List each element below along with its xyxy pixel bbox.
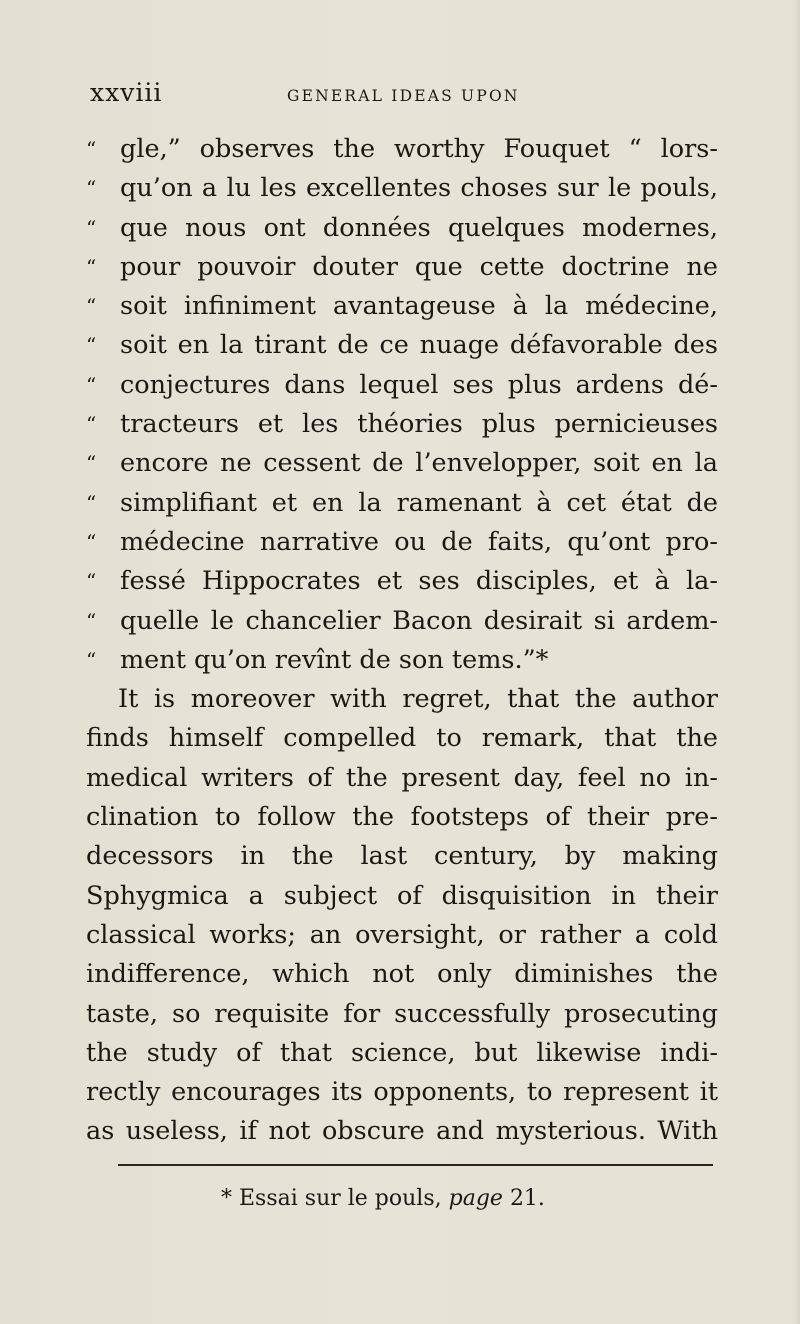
footnote-marker: * xyxy=(221,1186,232,1211)
quote-mark: “ xyxy=(86,569,97,594)
footnote-rule xyxy=(118,1164,713,1166)
paragraph-line: medical writers of the present day, feel no in- xyxy=(86,762,718,793)
quote-mark: “ xyxy=(86,294,97,319)
paragraph-line: It is moreover with regret, that the author xyxy=(118,684,718,715)
quote-mark: “ xyxy=(86,333,97,358)
quote-line: “ médecine narrative ou de faits, qu’ont pro- xyxy=(86,523,718,562)
quote-mark: “ xyxy=(86,451,97,476)
paragraph xyxy=(86,680,718,1152)
paragraph-line: clination to follow the footsteps of their pre- xyxy=(86,802,718,833)
quote-line: “ gle,” observes the worthy Fouquet “ lors- xyxy=(86,130,718,169)
quote-line: “ soit infiniment avantageuse à la médecine, xyxy=(86,287,718,326)
paragraph-line: finds himself compelled to remark, that the xyxy=(86,723,718,754)
paragraph-line: Sphygmica a subject of disquisition in their xyxy=(86,880,718,911)
paragraph-line: rectly encourages its opponents, to represent it xyxy=(86,1077,718,1108)
quote-line: “ quelle le chancelier Bacon desirait si ardem- xyxy=(86,602,718,641)
quote-mark: “ xyxy=(86,647,97,672)
paragraph-line: indifference, which not only diminishes the xyxy=(86,959,718,990)
quote-line: “ tracteurs et les théories plus pernicieuses xyxy=(86,405,718,444)
quote-line: “ pour pouvoir douter que cette doctrine ne xyxy=(86,248,718,287)
quote-line: “ conjectures dans lequel ses plus ardens dé- xyxy=(86,366,718,405)
quote-mark: “ xyxy=(86,254,97,279)
paragraph-line: the study of that science, but likewise indi- xyxy=(86,1037,718,1068)
quote-line: “ que nous ont données quelques modernes, xyxy=(86,209,718,248)
quote-mark: “ xyxy=(86,490,97,515)
footnote-text: Essai sur le pouls, xyxy=(239,1186,442,1211)
page-number: xxviii xyxy=(90,78,163,107)
paragraph-line: taste, so requisite for successfully prosecuting xyxy=(86,998,718,1029)
quote-mark: “ xyxy=(86,137,97,161)
paragraph-line: decessors in the last century, by making xyxy=(86,841,718,872)
footnote xyxy=(221,1186,545,1211)
quote-mark: “ xyxy=(86,412,97,437)
quote-mark: “ xyxy=(86,176,97,201)
footnote-page-label: page xyxy=(448,1186,503,1211)
quote-mark: “ xyxy=(86,215,97,240)
quote-line: “ soit en la tirant de ce nuage défavorable des xyxy=(86,326,718,365)
quote-mark: “ xyxy=(86,372,97,397)
paragraph-line: classical works; an oversight, or rather a cold xyxy=(86,919,718,950)
running-head: GENERAL IDEAS UPON xyxy=(287,87,520,105)
quote-mark: “ xyxy=(86,529,97,554)
quote-line: “ ment qu’on revînt de son tems.”* xyxy=(86,641,718,680)
page-edge xyxy=(794,0,800,1324)
quote-line: “ fessé Hippocrates et ses disciples, et à la- xyxy=(86,562,718,601)
quote-line: “ encore ne cessent de l’envelopper, soit en la xyxy=(86,444,718,483)
footnote-page-number: 21. xyxy=(509,1186,545,1211)
quote-line: “ qu’on a lu les excellentes choses sur le pouls, xyxy=(86,169,718,208)
body-text xyxy=(86,130,718,1152)
french-quotation xyxy=(86,130,718,680)
quote-line: “ simplifiant et en la ramenant à cet état de xyxy=(86,484,718,523)
quote-mark: “ xyxy=(86,608,97,633)
page-header xyxy=(90,78,720,114)
paragraph-line: as useless, if not obscure and mysterious. With xyxy=(86,1116,718,1147)
